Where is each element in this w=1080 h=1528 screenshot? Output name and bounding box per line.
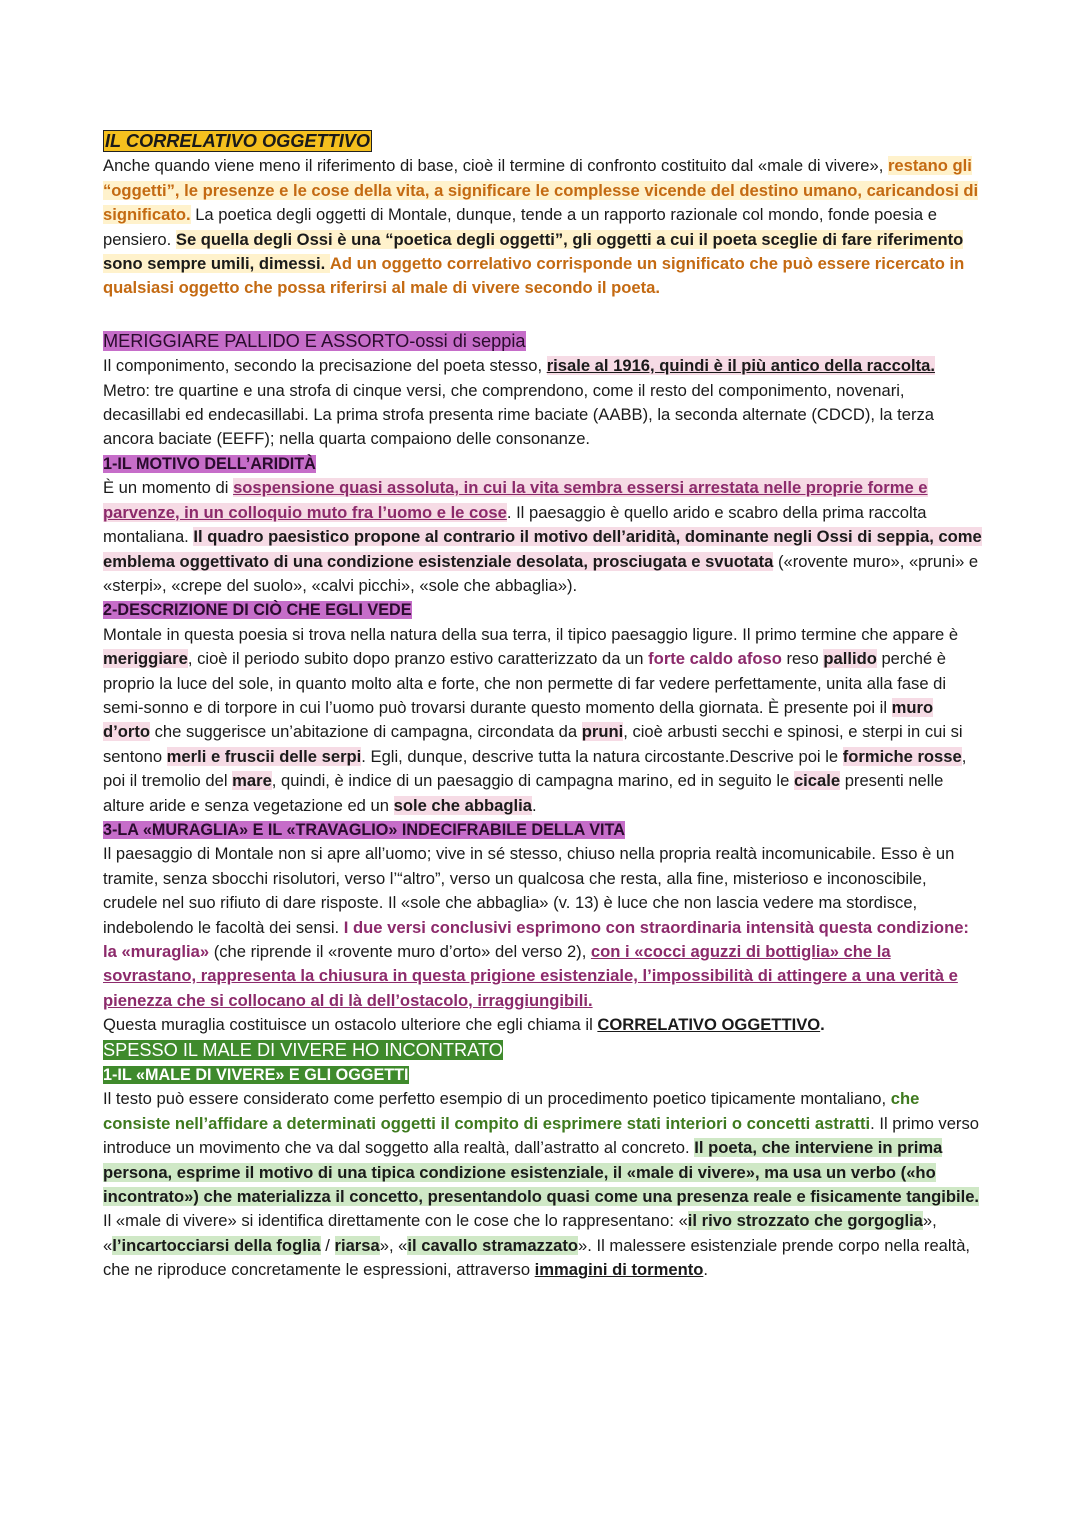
paragraph-correlativo: [103, 154, 983, 300]
highlight-bold: Se quella degli Ossi è una “poetica degli oggetti”, gli oggetti a cui il poeta sceglie di fare riferimento sono sempre umili, dimessi.: [103, 229, 964, 274]
text: », «: [103, 1211, 937, 1255]
heading-spesso-il-male: SPESSO IL MALE DI VIVERE HO INCONTRATO: [103, 1039, 503, 1060]
highlight-orange: restano gli “oggetti”, le presenze e le cose della vita, a significare le complesse vicende del destino umano, caricandosi di significato.: [103, 156, 979, 225]
heading-correlativo-oggettivo: IL CORRELATIVO OGGETTIVO: [105, 131, 371, 151]
text: Il componimento, secondo la precisazione del poeta stesso,: [103, 356, 547, 376]
text: reso: [781, 649, 824, 669]
keyword: il rivo strozzato che gorgoglia: [687, 1211, 923, 1231]
highlight-underline: con i «cocci aguzzi di bottiglia» che la sovrastano, rappresenta la chiusura in questa prigione esistenziale, l’impossibilità di attingere a una verità e pienezza che si collocano al di là dell’ostacolo, irraggiungibili.: [103, 942, 958, 1010]
keyword: merli e fruscii delle serpi: [166, 746, 362, 766]
keyword: muro d’orto: [103, 697, 934, 742]
highlight-underline: sospensione quasi assoluta, in cui la vita sembra essersi arrestata nelle proprie forme e parvenze, in un colloquio muto fra l’uomo e le cose: [103, 478, 928, 522]
highlight-green: che consiste nell’affidare a determinati oggetti il compito di esprimere stati interiori o concetti astratti: [103, 1089, 920, 1133]
text: .: [531, 795, 537, 815]
section-meriggiare: [103, 329, 983, 1038]
highlight-underline: risale al 1916, quindi è il più antico della raccolta.: [546, 356, 935, 376]
text: Metro: tre quartine e una strofa di cinque versi, che comprendono, come il resto del componimento, novenari, decasillabi ed endecasillabi. La prima strofa presenta rime baciate (AABB), la seconda alternate (CDCD), la terza ancora baciate (EEFF); nella quarta compaiono delle consonanze.: [103, 380, 935, 449]
text: («rovente muro», «pruni» e «sterpi», «crepe del suolo», «calvi picchi», «sole che abbaglia»).: [103, 551, 979, 595]
subheading-muraglia: 3-LA «MURAGLIA» E IL «TRAVAGLIO» INDECIFRABILE DELLA VITA: [103, 820, 625, 839]
text: presenti nelle alture aride e senza vegetazione ed un: [103, 771, 944, 815]
text: È un momento di: [103, 478, 234, 498]
text: Questa muraglia costituisce un ostacolo ulteriore che egli chiama il: [103, 1015, 598, 1035]
text: Il testo può essere considerato come perfetto esempio di un procedimento poetico tipicamente montaliano,: [103, 1089, 891, 1109]
text: /: [320, 1235, 335, 1255]
paragraph-descrizione: [103, 623, 983, 818]
keyword: mare: [232, 771, 272, 791]
text: , cioè il periodo subito dopo pranzo estivo caratterizzato da un: [187, 649, 649, 669]
highlight-plum: I due versi conclusivi esprimono con straordinaria intensità questa condizione: la «muraglia»: [103, 917, 969, 961]
paragraph-aridita: [103, 476, 983, 598]
paragraph-muraglia: [103, 842, 983, 1037]
text: (che riprende il «rovente muro d’orto» del verso 2),: [209, 942, 591, 961]
subheading-aridita: 1-IL MOTIVO DELL’ARIDITÀ: [103, 454, 316, 473]
text: Il paesaggio di Montale non si apre all’uomo; vive in sé stesso, chiuso nella propria realtà incomunicabile. Esso è un tramite, senza sbocchi risolutori, verso l’“altro”, verso un qualcosa che resta, alla fine, misterioso e inconoscibile, crudele nel suo rifiuto di dare risposte. Il «sole che abbaglia» (v. 13) è luce che non lascia vedere ma stordisce, indebolendo le facoltà dei sensi.: [103, 844, 955, 937]
text: .: [703, 1260, 709, 1280]
keyword: forte caldo afoso: [648, 649, 782, 669]
heading-meriggiare: MERIGGIARE PALLIDO E ASSORTO-ossi di seppia: [103, 330, 526, 351]
text: che suggerisce un’abitazione di campagna, circondata da: [150, 722, 582, 742]
document-page: [103, 129, 983, 1283]
section-male-di-vivere: [103, 1038, 983, 1283]
text: , cioè arbusti secchi e spinosi, e sterpi in cui si sentono: [103, 722, 963, 766]
keyword: pallido: [823, 649, 877, 669]
keyword: immagini di tormento: [534, 1260, 704, 1280]
keyword: il cavallo stramazzato: [407, 1235, 579, 1255]
keyword: l’incartocciarsi della foglia: [112, 1235, 321, 1255]
text: Il «male di vivere» si identifica direttamente con le cose che lo rappresentano: «: [103, 1211, 688, 1231]
text: . Il primo verso introduce un movimento che va dal soggetto alla realtà, dall’astratto al concreto.: [103, 1113, 979, 1158]
keyword: CORRELATIVO OGGETTIVO: [597, 1015, 821, 1035]
text: ». Il malessere esistenziale prende corpo nella realtà, che ne riproduce concretamente le espressioni, attraverso: [103, 1235, 971, 1280]
keyword: cicale: [793, 771, 841, 791]
subheading-descrizione: 2-DESCRIZIONE DI CIÒ CHE EGLI VEDE: [103, 601, 412, 620]
highlight-bold: Il poeta, che interviene in prima persona, esprime il motivo di una tipica condizione esistenziale, il «male di vivere», ma usa un verbo («ho incontrato») che materializza il concetto, presentandolo quasi come una presenza reale e fisicamente tangibile.: [103, 1138, 980, 1207]
text: . Il paesaggio è quello arido e scabro della prima raccolta montaliana.: [103, 502, 927, 547]
text: . Egli, dunque, descrive tutta la natura circostante.Descrive poi le: [361, 746, 843, 766]
text: , poi il tremolio del: [103, 746, 967, 791]
paragraph-meriggiare-intro: [103, 354, 983, 452]
text: , quindi, è indice di un paesaggio di campagna marino, ed in seguito le: [271, 771, 794, 791]
highlight-bold: Il quadro paesistico propone al contrario il motivo dell’aridità, dominante negli Ossi di seppia, come emblema oggettivato di una condizione esistenziale desolata, prosciugata e svuotata: [103, 527, 982, 571]
text: .: [820, 1015, 825, 1035]
keyword: meriggiare: [103, 649, 188, 669]
text: », «: [379, 1235, 408, 1255]
text: Anche quando viene meno il riferimento di base, cioè il termine di confronto costituito dal «male di vivere»,: [103, 156, 888, 176]
keyword: pruni: [581, 722, 624, 742]
text: La poetica degli oggetti di Montale, dunque, tende a un rapporto razionale col mondo, fonde poesia e pensiero.: [103, 205, 937, 249]
keyword: riarsa: [334, 1235, 380, 1255]
subheading-male-di-vivere: 1-IL «MALE DI VIVERE» E GLI OGGETTI: [103, 1066, 409, 1085]
text: Montale in questa poesia si trova nella natura della sua terra, il tipico paesaggio ligure. Il primo termine che appare è: [103, 624, 959, 644]
section-correlativo: [103, 129, 983, 301]
paragraph-male-di-vivere: [103, 1087, 983, 1282]
keyword: formiche rosse: [842, 746, 962, 766]
keyword: sole che abbaglia: [393, 795, 532, 815]
text: perché è proprio la luce del sole, in quanto molto alta e forte, che non permette di far vedere perfettamente, unita alla fase di semi-sonno e di torpore in cui l’uomo può trovarsi durante questo momento della giornata. È presente poi il: [103, 649, 947, 717]
highlight-orange: Ad un oggetto correlativo corrisponde un significato che può essere ricercato in qualsiasi oggetto che possa riferirsi al male di vivere secondo il poeta.: [103, 254, 965, 298]
